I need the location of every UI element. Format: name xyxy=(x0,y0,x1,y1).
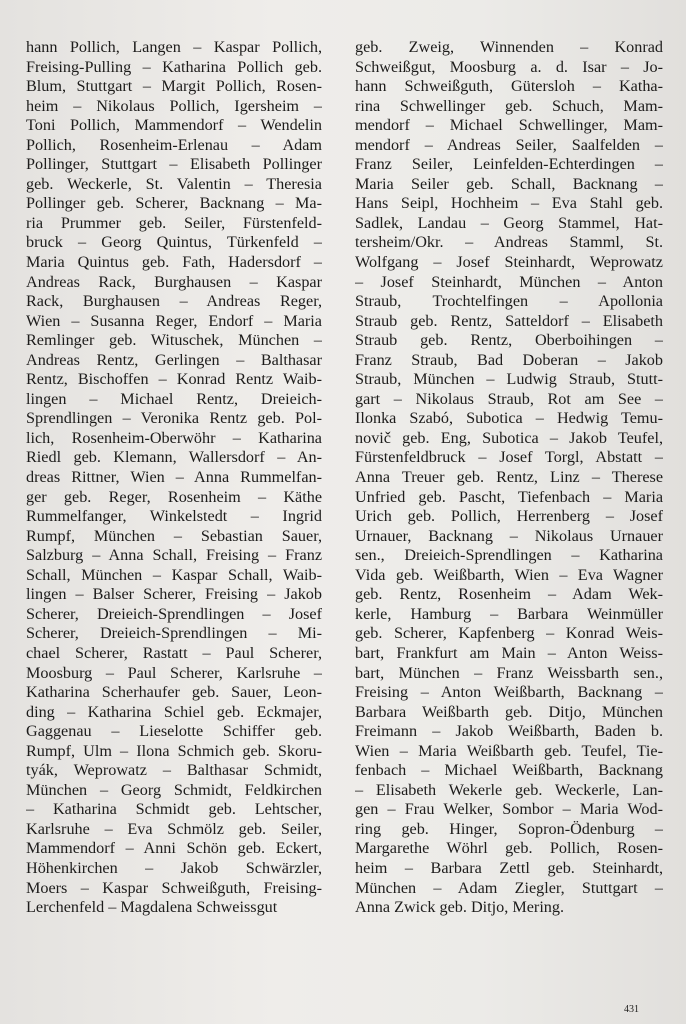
text-line: Straub geb. Rentz, Satteldorf – Elisabeth xyxy=(355,311,663,330)
text-line: Schweißgut, Moosburg a. d. Isar – Jo- xyxy=(355,57,663,76)
text-line: Salzburg – Anna Schall, Freising – Franz xyxy=(26,546,322,565)
text-line: geb. Rentz, Rosenheim – Adam Wek- xyxy=(355,585,663,604)
text-line: geb. Zweig, Winnenden – Konrad xyxy=(355,38,663,56)
text-line: lich, Rosenheim-Oberwöhr – Katharina xyxy=(26,428,322,447)
text-line: geb. Scherer, Kapfenberg – Konrad Weis- xyxy=(355,624,663,643)
text-line: Anna Zwick geb. Ditjo, Mering. xyxy=(355,898,565,917)
text-line: Pollinger, Stuttgart – Elisabeth Pollinger xyxy=(26,155,322,174)
text-line: Schall, München – Kaspar Schall, Waib- xyxy=(26,565,322,584)
text-line: ger geb. Reger, Rosenheim – Käthe xyxy=(26,487,322,506)
text-line: – Elisabeth Wekerle geb. Weckerle, Lan- xyxy=(355,780,663,799)
text-line: Maria Quintus geb. Fath, Hadersdorf – xyxy=(26,253,322,272)
text-line: ring geb. Hinger, Sopron-Ödenburg – xyxy=(355,819,663,838)
text-line: Riedl geb. Klemann, Wallersdorf – An- xyxy=(26,448,322,467)
text-line: Gaggenau – Lieselotte Schiffer geb. xyxy=(26,722,322,741)
text-line: Karlsruhe – Eva Schmölz geb. Seiler, xyxy=(26,819,322,838)
text-line: dreas Rittner, Wien – Anna Rummelfan- xyxy=(26,468,322,487)
text-line: Remlinger geb. Wituschek, München – xyxy=(26,331,322,350)
text-line: gen – Frau Welker, Sombor – Maria Wod- xyxy=(355,800,663,819)
text-line: bruck – Georg Quintus, Türkenfeld – xyxy=(26,233,322,252)
text-line: chael Scherer, Rastatt – Paul Scherer, xyxy=(26,643,322,662)
right-text-column xyxy=(355,38,663,918)
text-line: bart, Frankfurt am Main – Anton Weiss- xyxy=(355,643,663,662)
text-line: ria Prummer geb. Seiler, Fürstenfeld- xyxy=(26,213,322,232)
text-line: Moers – Kaspar Schweißguth, Freising- xyxy=(26,878,322,897)
text-line: sen., Dreieich-Sprendlingen – Katharina xyxy=(355,546,663,565)
text-line: Anna Treuer geb. Rentz, Linz – Therese xyxy=(355,468,663,487)
text-line: Höhenkirchen – Jakob Schwärzler, xyxy=(26,858,322,877)
text-line: Hans Seipl, Hochheim – Eva Stahl geb. xyxy=(355,194,663,213)
text-line: Freising – Anton Weißbarth, Backnang – xyxy=(355,683,663,702)
text-line: München – Georg Schmidt, Feldkirchen xyxy=(26,780,322,799)
text-line: Blum, Stuttgart – Margit Pollich, Rosen- xyxy=(26,77,322,96)
text-line: Wien – Susanna Reger, Endorf – Maria xyxy=(26,311,322,330)
text-line: Margarethe Wöhrl geb. Pollich, Rosen- xyxy=(355,839,663,858)
text-line: Maria Seiler geb. Schall, Backnang – xyxy=(355,174,663,193)
text-line: Straub, Trochtelfingen – Apollonia xyxy=(355,292,663,311)
text-line: Andreas Rentz, Gerlingen – Balthasar xyxy=(26,350,322,369)
left-text-column xyxy=(26,38,322,918)
text-line: Fürstenfeldbruck – Josef Torgl, Abstatt – xyxy=(355,448,663,467)
text-line: Toni Pollich, Mammendorf – Wendelin xyxy=(26,116,322,135)
text-line: Straub, München – Ludwig Straub, Stutt- xyxy=(355,370,663,389)
text-line: geb. Weckerle, St. Valentin – Theresia xyxy=(26,174,322,193)
text-line: tyák, Weprowatz – Balthasar Schmidt, xyxy=(26,761,322,780)
text-line: Katharina Scherhaufer geb. Sauer, Leon- xyxy=(26,683,322,702)
text-line: heim – Barbara Zettl geb. Steinhardt, xyxy=(355,858,663,877)
text-line: Lerchenfeld – Magdalena Schweissgut xyxy=(26,898,278,917)
text-line: Freising-Pulling – Katharina Pollich geb. xyxy=(26,57,322,76)
text-line: Andreas Rack, Burghausen – Kaspar xyxy=(26,272,322,291)
text-line: mendorf – Andreas Seiler, Saalfelden – xyxy=(355,135,663,154)
text-line: bart, München – Franz Weissbarth sen., xyxy=(355,663,663,682)
text-line: Rummelfanger, Winkelstedt – Ingrid xyxy=(26,507,322,526)
text-line: ding – Katharina Schiel geb. Eckmajer, xyxy=(26,702,322,721)
text-line: Wien – Maria Weißbarth geb. Teufel, Tie- xyxy=(355,741,663,760)
text-line: hann Pollich, Langen – Kaspar Pollich, xyxy=(26,38,322,56)
text-line: Rentz, Bischoffen – Konrad Rentz Waib- xyxy=(26,370,322,389)
text-line: Barbara Weißbarth geb. Ditjo, München xyxy=(355,702,663,721)
text-line: – Katharina Schmidt geb. Lehtscher, xyxy=(26,800,322,819)
text-line: fenbach – Michael Weißbarth, Backnang xyxy=(355,761,663,780)
text-line: – Josef Steinhardt, München – Anton xyxy=(355,272,663,291)
text-line: Rack, Burghausen – Andreas Reger, xyxy=(26,292,322,311)
text-line: Sprendlingen – Veronika Rentz geb. Pol- xyxy=(26,409,322,428)
text-line: Unfried geb. Pascht, Tiefenbach – Maria xyxy=(355,487,663,506)
page-number: 431 xyxy=(624,1004,639,1015)
text-line: Urich geb. Pollich, Herrenberg – Josef xyxy=(355,507,663,526)
text-line: Urnauer, Backnang – Nikolaus Urnauer xyxy=(355,526,663,545)
text-line: hann Schweißguth, Gütersloh – Katha- xyxy=(355,77,663,96)
text-line: Ilonka Szabó, Subotica – Hedwig Temu- xyxy=(355,409,663,428)
text-line: lingen – Michael Rentz, Dreieich- xyxy=(26,389,322,408)
text-line: Rumpf, München – Sebastian Sauer, xyxy=(26,526,322,545)
text-line: Mammendorf – Anni Schön geb. Eckert, xyxy=(26,839,322,858)
text-line: Rumpf, Ulm – Ilona Schmich geb. Skoru- xyxy=(26,741,322,760)
text-line: Pollinger geb. Scherer, Backnang – Ma- xyxy=(26,194,322,213)
text-line: tersheim/Okr. – Andreas Stamml, St. xyxy=(355,233,663,252)
text-line: Freimann – Jakob Weißbarth, Baden b. xyxy=(355,722,663,741)
text-line: heim – Nikolaus Pollich, Igersheim – xyxy=(26,96,322,115)
text-line: Sadlek, Landau – Georg Stammel, Hat- xyxy=(355,213,663,232)
text-line: Franz Straub, Bad Doberan – Jakob xyxy=(355,350,663,369)
text-line: Moosburg – Paul Scherer, Karlsruhe – xyxy=(26,663,322,682)
text-line: kerle, Hamburg – Barbara Weinmüller xyxy=(355,604,663,623)
text-line: mendorf – Michael Schwellinger, Mam- xyxy=(355,116,663,135)
text-line: Scherer, Dreieich-Sprendlingen – Josef xyxy=(26,604,322,623)
text-line: Pollich, Rosenheim-Erlenau – Adam xyxy=(26,135,322,154)
text-line: novič geb. Eng, Subotica – Jakob Teufel, xyxy=(355,428,663,447)
text-line: München – Adam Ziegler, Stuttgart – xyxy=(355,878,663,897)
text-line: rina Schwellinger geb. Schuch, Mam- xyxy=(355,96,663,115)
text-line: Straub geb. Rentz, Oberboihingen – xyxy=(355,331,663,350)
text-line: Franz Seiler, Leinfelden-Echterdingen – xyxy=(355,155,663,174)
text-line: Wolfgang – Josef Steinhardt, Weprowatz xyxy=(355,253,663,272)
text-line: lingen – Balser Scherer, Freising – Jakob xyxy=(26,585,322,604)
text-line: gart – Nikolaus Straub, Rot am See – xyxy=(355,389,663,408)
text-line: Scherer, Dreieich-Sprendlingen – Mi- xyxy=(26,624,322,643)
text-line: Vida geb. Weißbarth, Wien – Eva Wagner xyxy=(355,565,663,584)
